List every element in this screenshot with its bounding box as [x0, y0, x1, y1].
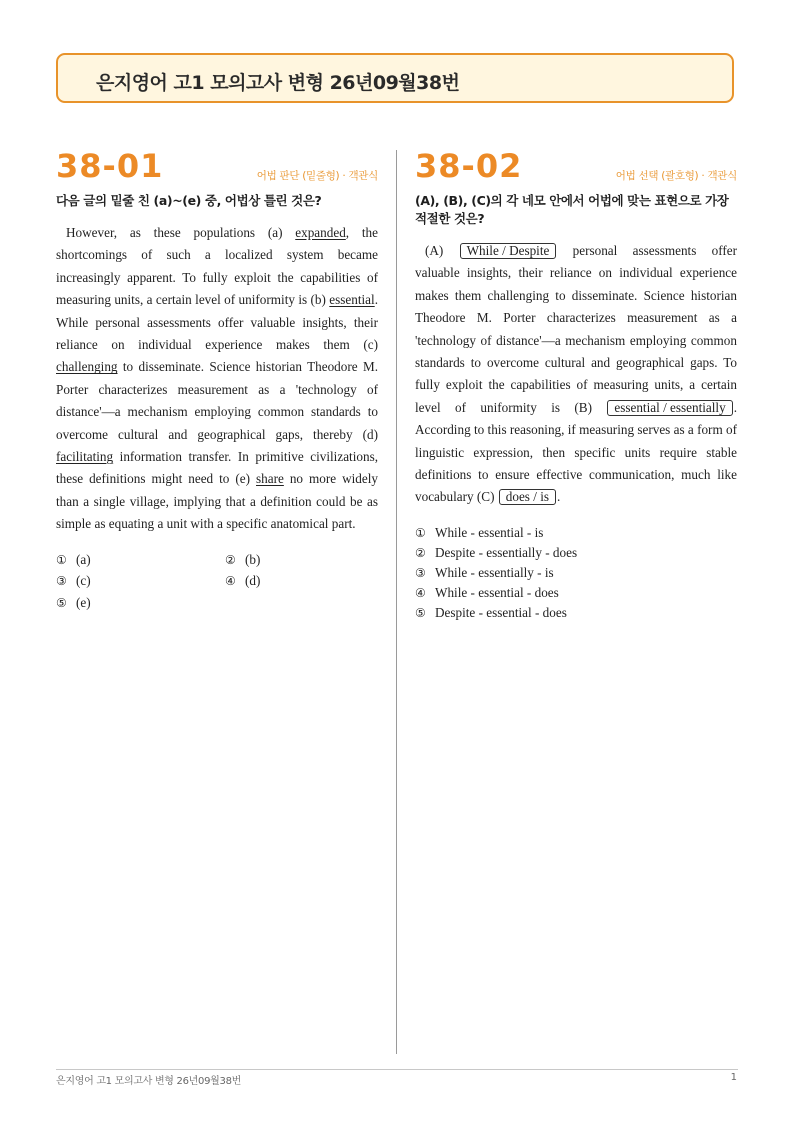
answer-option-5[interactable]: ⑤ (e)	[56, 594, 91, 610]
question-number: 38-01	[56, 147, 164, 185]
passage-text: to disseminate. Science historian Theodore M. Porter characterizes measurement as a 'technology of distance'—a mechanism employing common standards to overcome cultural and geographical gaps, thereby (d)	[56, 359, 378, 442]
passage-text: information transfer. In primitive civilizations, these definitions might need to (e)	[56, 449, 378, 487]
question-header	[56, 148, 378, 192]
passage-text: personal assessments offer valuable insights, their reliance on individual experience makes them challenging to disseminate. Science historian Theodore M. Porter characterizes measurement as a 'technology of distance'—a mechanism employing common standards to overcome cultural and geographical gaps. To fully exploit the capabilities of measuring units, a certain level of uniformity is (B)	[415, 243, 737, 415]
page-number: 1	[730, 1072, 737, 1083]
question-number: 38-02	[415, 147, 523, 185]
answer-option-5[interactable]: ⑤ Despite - essential - does	[415, 604, 567, 620]
answer-option-1[interactable]: ① (a)	[56, 551, 91, 567]
blank-label-a: (A)	[425, 243, 444, 258]
question-38-01	[56, 148, 378, 613]
question-38-02	[415, 148, 737, 623]
underlined-a: expanded	[295, 225, 346, 240]
choice-box-a: While / Despite	[460, 243, 557, 259]
answer-option-3[interactable]: ③ (c)	[56, 573, 91, 589]
underlined-c: challenging	[56, 359, 118, 375]
passage-text: However, as these populations (a)	[66, 225, 296, 240]
question-type-label: 어법 판단 (밑줄형) · 객관식	[256, 170, 378, 182]
question-prompt: (A), (B), (C)의 각 네모 안에서 어법에 맞는 표현으로 가장 적절한 것은?	[415, 193, 729, 226]
footer-title: 은지영어 고1 모의고사 변형 26년09월38번	[56, 1076, 241, 1087]
answer-options	[56, 550, 378, 614]
choice-box-b: essential / essentially	[607, 400, 732, 416]
passage-text: . According to this reasoning, if measuring serves as a form of linguistic expression, then specific units require stable definitions to ensure effective communication, much like vocabulary (C)	[415, 399, 737, 505]
question-type-label: 어법 선택 (괄호형) · 객관식	[615, 170, 737, 182]
answer-option-1[interactable]: ① While - essential - is	[415, 524, 544, 540]
answer-option-2[interactable]: ② Despite - essentially - does	[415, 544, 578, 560]
title-banner	[56, 53, 734, 103]
question-header	[415, 148, 737, 192]
answer-option-4[interactable]: ④ (d)	[225, 573, 261, 589]
underlined-d: facilitating	[56, 449, 114, 465]
underlined-e: share	[256, 471, 284, 487]
footer-divider	[56, 1069, 738, 1070]
column-divider	[396, 150, 397, 1054]
answer-option-2[interactable]: ② (b)	[225, 551, 261, 567]
answer-option-3[interactable]: ③ While - essentially - is	[415, 564, 554, 580]
passage-text: no more widely than a single village, implying that a definition could be as simple as equating a unit with a specific anatomical part.	[56, 471, 378, 532]
passage-text: , the shortcomings of such a localized system became increasingly apparent. To fully exploit the capabilities of measuring units, a certain level of uniformity is (b)	[56, 225, 378, 308]
passage	[56, 222, 378, 536]
passage	[415, 240, 737, 509]
choice-box-c: does / is	[499, 489, 556, 505]
question-prompt: 다음 글의 밑줄 친 (a)~(e) 중, 어법상 틀린 것은?	[56, 193, 322, 208]
answer-options	[415, 523, 737, 623]
answer-option-4[interactable]: ④ While - essential - does	[415, 584, 559, 600]
underlined-b: essential	[329, 292, 375, 308]
page-title: 은지영어 고1 모의고사 변형 26년09월38번	[96, 72, 460, 94]
passage-text: . While personal assessments offer valuable insights, their reliance on individual experience makes them (c)	[56, 292, 378, 353]
passage-text: .	[557, 489, 561, 505]
